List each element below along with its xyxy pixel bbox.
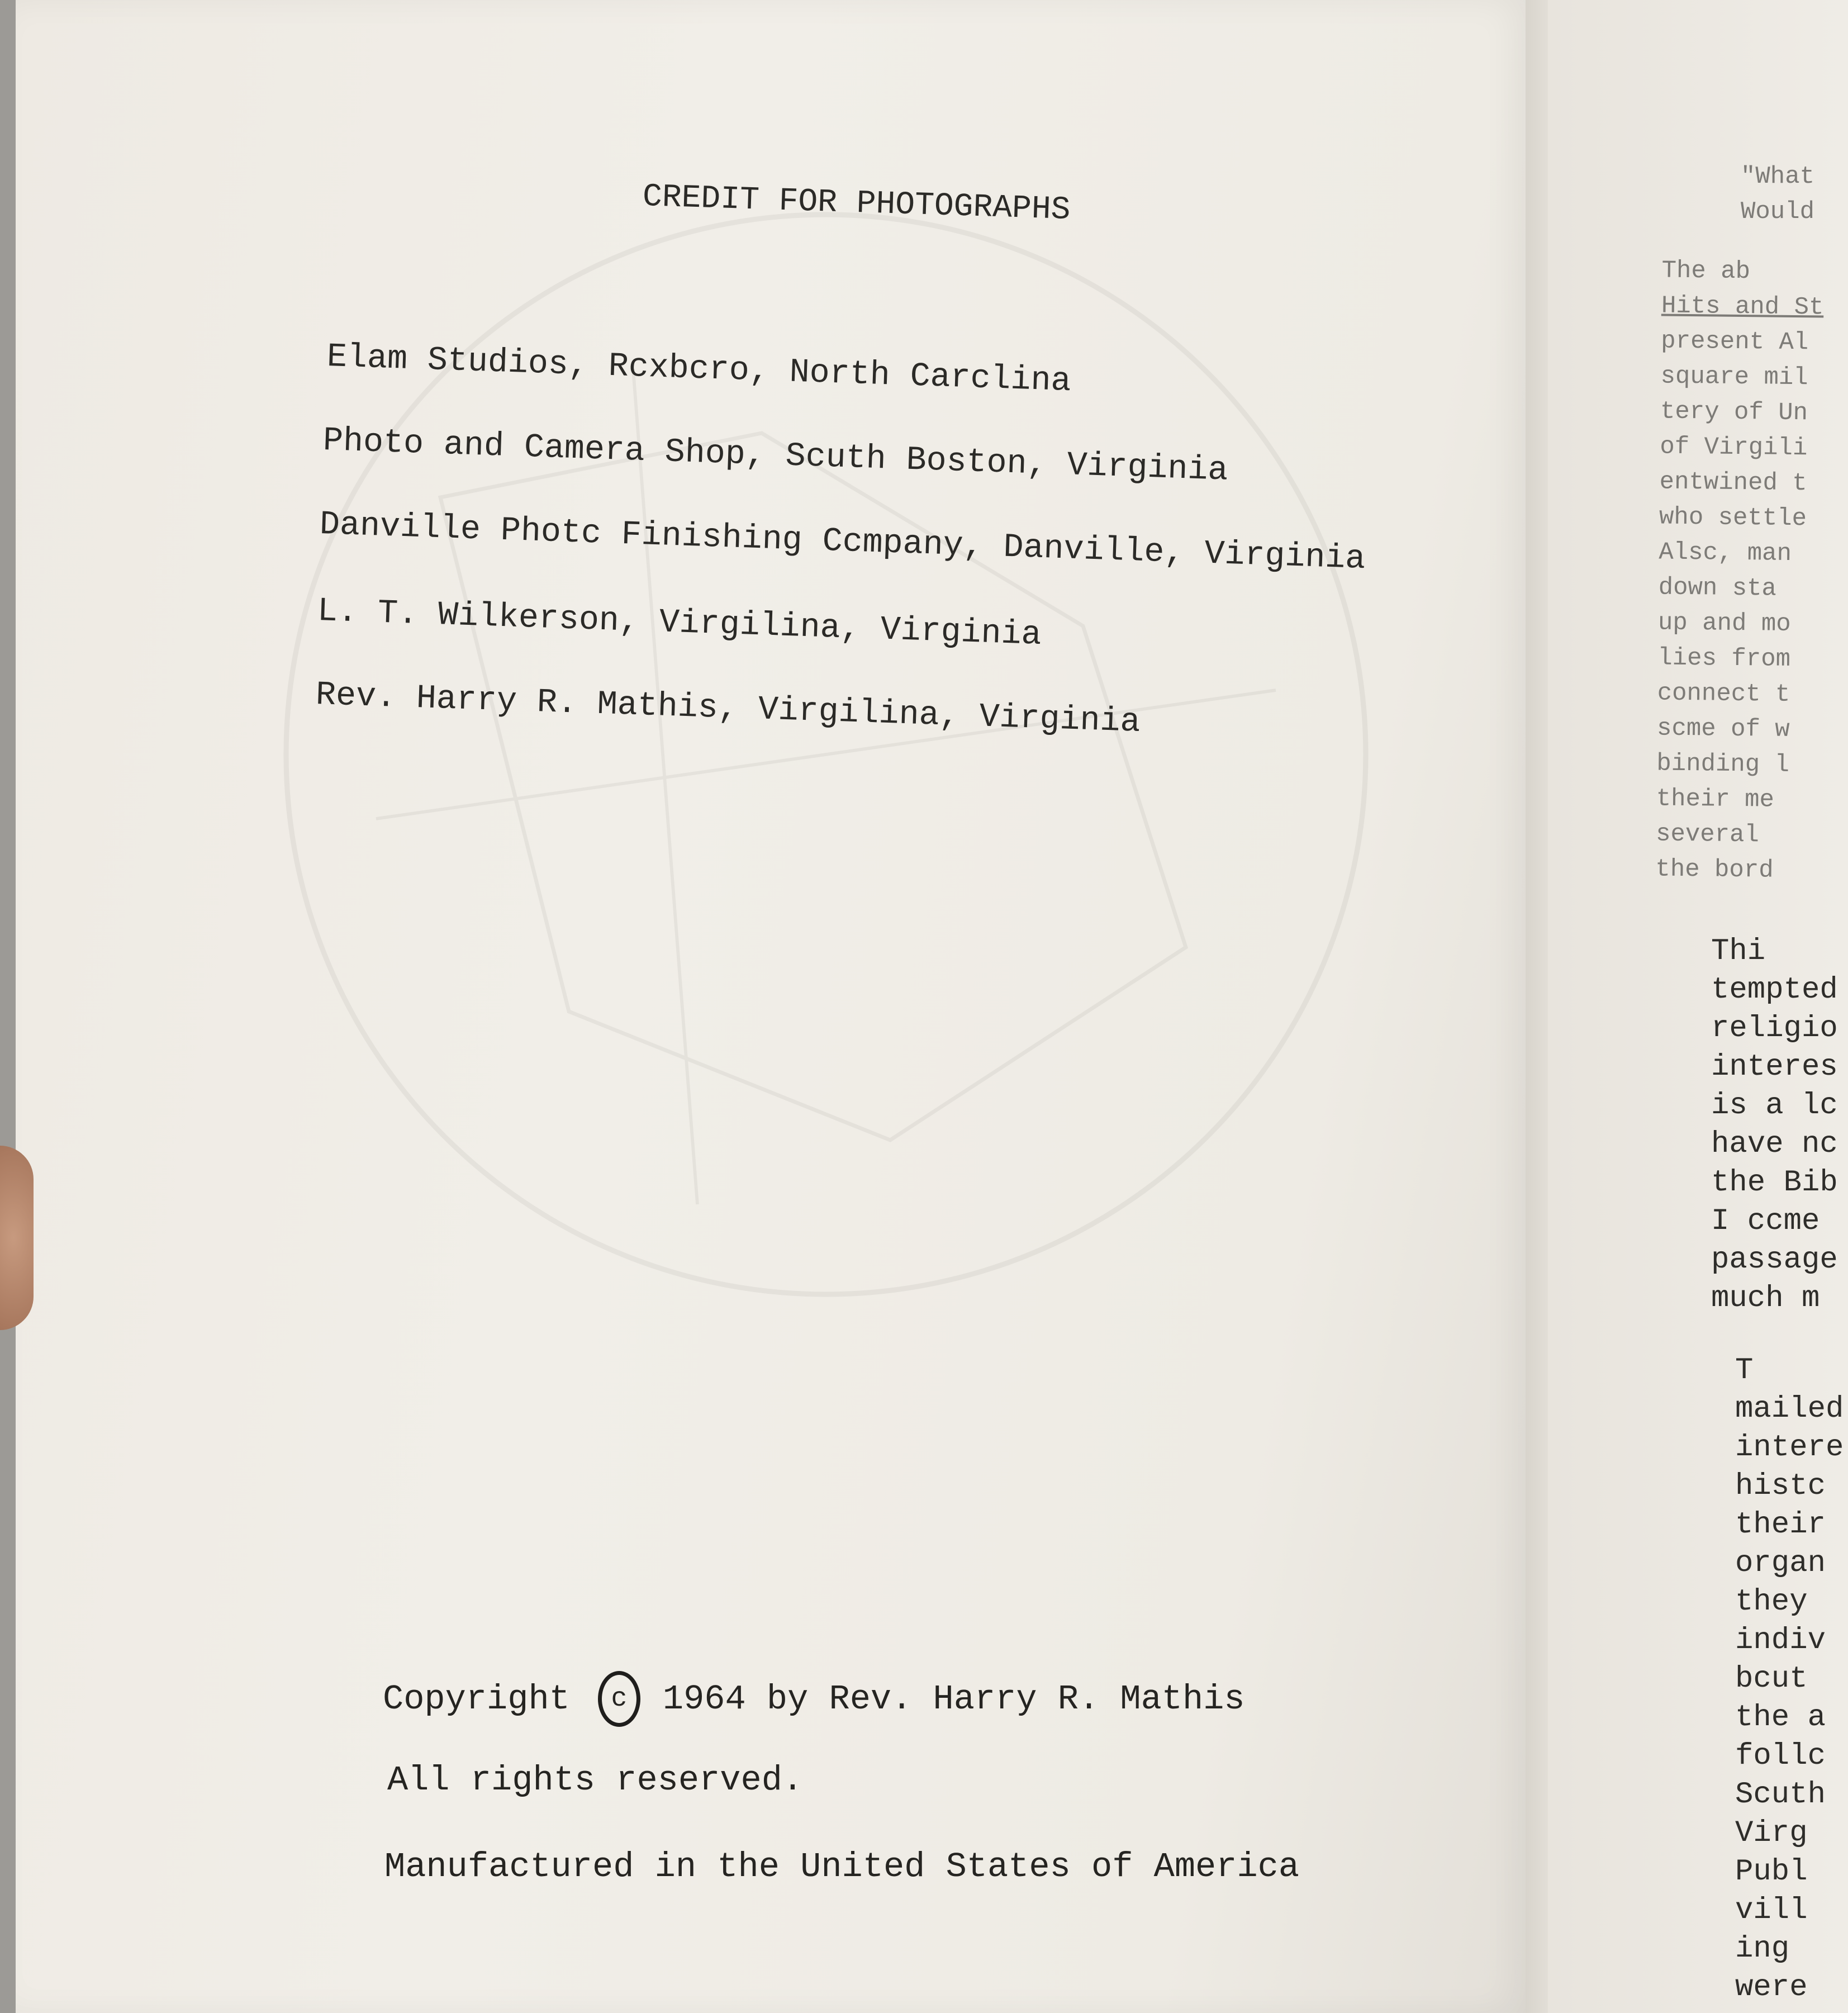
rights-line: All rights reserved. (387, 1760, 804, 1800)
text-line: entwined t (1659, 468, 1807, 498)
right-page-paragraph-2 (1711, 932, 1838, 1318)
show-through-map-illustration (183, 112, 1469, 1397)
text-line: binding l (1656, 749, 1790, 779)
text-line: interes (1711, 1050, 1838, 1084)
text-line: square mil (1660, 362, 1808, 392)
copyright-word: Copyright (383, 1679, 570, 1719)
credit-line: Danville Photc Finishing Ccmpany, Danville, Virginia (319, 506, 1366, 579)
text-line: Hits and St (1661, 292, 1824, 322)
right-page-paragraph-3 (1735, 1351, 1844, 2007)
text-line: who settle (1659, 503, 1807, 533)
text-line: present Al (1661, 327, 1809, 357)
text-line: connect t (1657, 679, 1790, 709)
text-line: down sta (1658, 573, 1777, 603)
text-line: The ab (1661, 257, 1751, 286)
text-line: the Bib (1711, 1166, 1838, 1200)
text-line: their me (1656, 785, 1775, 814)
text-line: they (1735, 1585, 1808, 1619)
copyright-line (383, 1671, 1245, 1727)
text-line: T (1735, 1354, 1754, 1388)
text-line: Publ (1735, 1855, 1808, 1889)
text-line: up and mo (1657, 609, 1791, 638)
text-line: histc (1735, 1469, 1826, 1503)
text-line: follc (1735, 1739, 1826, 1773)
text-line: of Virgili (1660, 433, 1808, 463)
text-line: lies from (1657, 644, 1791, 673)
text-line: passage (1711, 1243, 1838, 1277)
text-line: have nc (1711, 1127, 1838, 1161)
credit-line: Rev. Harry R. Mathis, Virgilina, Virginia (315, 676, 1141, 742)
text-line: I ccme (1711, 1204, 1820, 1238)
credit-line: Photo and Camera Shop, Scuth Boston, Virginia (322, 422, 1229, 490)
text-line: several (1655, 820, 1760, 849)
right-page-block-quote (1741, 159, 1814, 230)
text-line: tempted (1711, 973, 1838, 1007)
text-line: mailed (1735, 1392, 1844, 1426)
copyright-symbol: c (598, 1671, 640, 1727)
text-line: Thi (1711, 934, 1766, 968)
manufactured-line: Manufactured in the United States of America (384, 1847, 1300, 1887)
text-line: Would (1741, 198, 1815, 226)
text-line: scme of w (1656, 714, 1790, 744)
text-line: religio (1711, 1012, 1838, 1046)
credit-line: L. T. Wilkerson, Virgilina, Virginia (316, 592, 1042, 654)
text-line: is a lc (1711, 1089, 1838, 1123)
text-line: vill (1735, 1893, 1808, 1927)
page-title: CREDIT FOR PHOTOGRAPHS (642, 179, 1071, 229)
text-line: were (1735, 1971, 1808, 2005)
text-line: the a (1735, 1701, 1826, 1735)
text-line: much m (1711, 1281, 1820, 1316)
text-line: tery of Un (1660, 397, 1808, 428)
thumb (0, 1146, 34, 1330)
text-line: bcut (1735, 1662, 1808, 1696)
text-line: Virg (1735, 1816, 1808, 1850)
text-line: ing (1735, 1932, 1790, 1966)
credit-line: Elam Studios, Rcxbcro, North Carclina (326, 338, 1072, 401)
text-line: the bord (1655, 855, 1774, 885)
copyright-holder: 1964 by Rev. Harry R. Mathis (662, 1679, 1245, 1719)
text-line: intere (1735, 1431, 1844, 1465)
right-page-paragraph-1 (1655, 254, 1824, 889)
text-line: Scuth (1735, 1778, 1826, 1812)
text-line: organ (1735, 1546, 1826, 1580)
text-line: "What (1741, 163, 1815, 191)
text-line: their (1735, 1508, 1826, 1542)
text-line: indiv (1735, 1623, 1826, 1658)
text-line: Alsc, man (1659, 538, 1792, 568)
